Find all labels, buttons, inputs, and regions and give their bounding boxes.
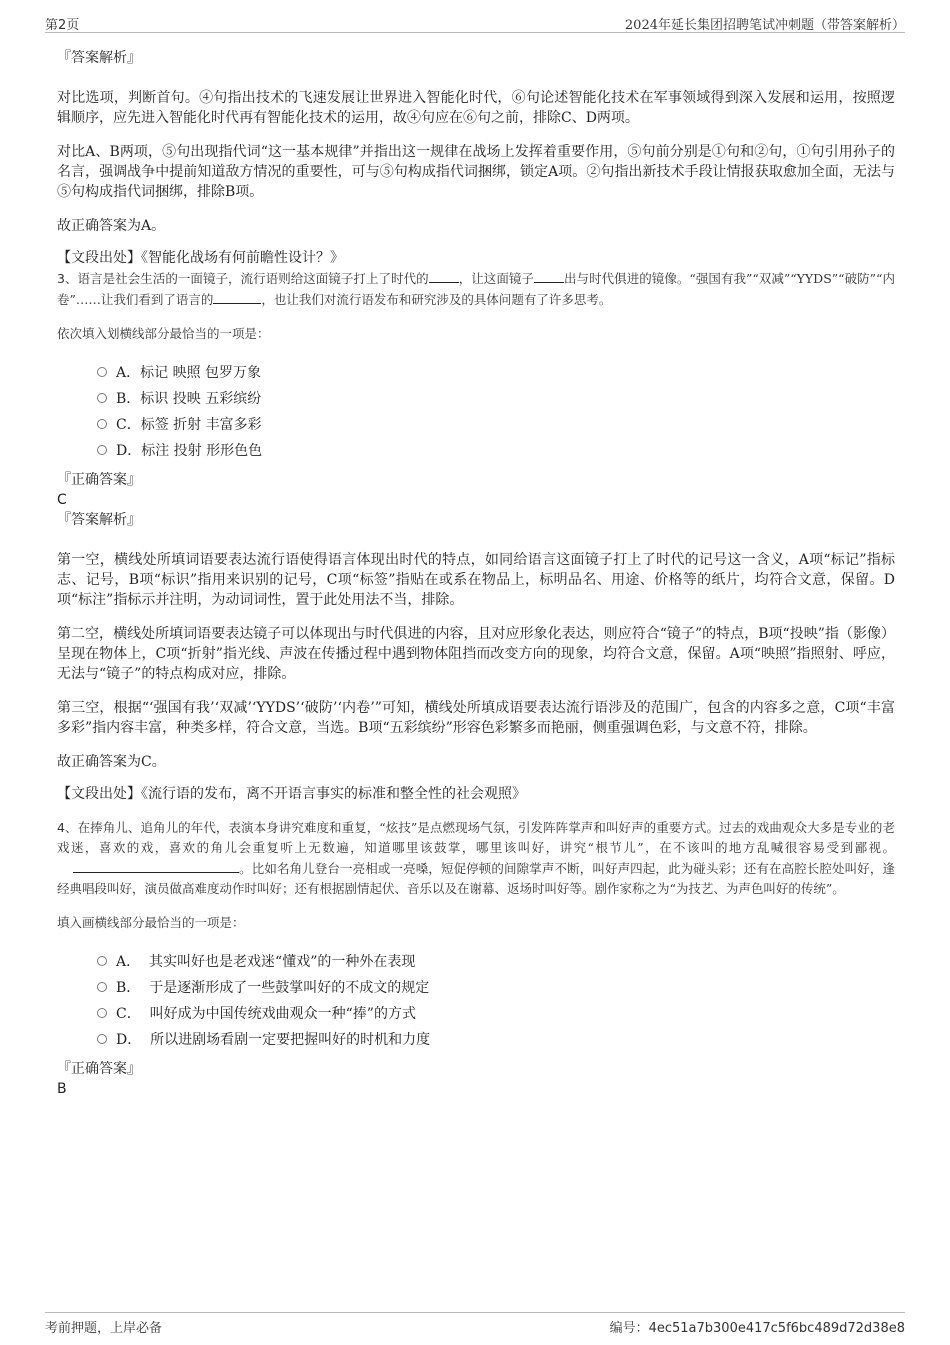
- q3-stem: 3、语言是社会生活的一面镜子，流行语则给这面镜子打上了时代的 ，让这面镜子 出与时代俱进的镜像。“强国有我”“双减”“YYDS”“破防”“内卷”……让我们看到了语言的 ，也让我们对流行语发布和研究涉及的具体问题有了许多思考。: [57, 268, 895, 310]
- q4-number: 4、: [57, 820, 78, 835]
- q3-conclusion: 故正确答案为C。: [57, 754, 166, 770]
- page-footer: [45, 1312, 905, 1338]
- q3-answer: C: [57, 492, 67, 508]
- q3-blank-3: [213, 289, 261, 304]
- radio-icon[interactable]: [97, 982, 107, 992]
- q3-analysis-paragraph-3: 第三空，根据“‘强国有我’‘双减’‘YYDS’‘破防’‘内卷’”可知，横线处所填成语要表达流行语涉及的范围广，包含的内容多之意，C项“丰富多彩”指内容丰富，种类多样，符合文意，当选。B项“五彩缤纷”形容色彩繁多而艳丽，侧重强调色彩，与文意不符，排除。: [57, 700, 895, 736]
- q4-stem: 4、在捧角儿、追角儿的年代，表演本身讲究难度和重复，“炫技”是点燃现场气氛，引发阵阵掌声和叫好声的重要方式。过去的戏曲观众大多是专业的老戏迷，喜欢的戏，喜欢的角儿会重复听上无数遍，知道哪里该鼓掌，哪里该叫好，讲究“根节儿”，在不该叫的地方乱喊很容易受到鄙视。。比如名角儿登台一亮相或一亮嗓，短促停顿的间隙掌声不断，叫好声四起，此为碰头彩；还有在高腔长腔处叫好，逢经典唱段叫好，演员做高难度动作时叫好；还有根据剧情起伏、音乐以及在谢幕、返场时叫好等。剧作家称之为“为技艺、为声色叫好的传统”。: [57, 820, 896, 896]
- footer-code-value: 4ec51a7b300e417c5f6bc489d72d38e8: [648, 1321, 905, 1336]
- document-title: 2024年延长集团招聘笔试冲刺题（带答案解析）: [624, 18, 905, 33]
- q3-source: 【文段出处】《流行语的发布，离不开语言事实的标准和整全性的社会观照》: [57, 786, 526, 802]
- q3-answer-heading: 『正确答案』: [57, 472, 141, 488]
- q3-option-d[interactable]: D．标注 投射 形形色色: [97, 438, 895, 464]
- q4-option-a[interactable]: A． 其实叫好也是老戏迷“懂戏”的一种外在表现: [97, 949, 895, 975]
- q3-option-b[interactable]: B．标识 投映 五彩缤纷: [97, 386, 895, 412]
- radio-icon[interactable]: [97, 1008, 107, 1018]
- radio-icon[interactable]: [97, 445, 107, 455]
- q2-analysis-paragraph-1: 对比选项，判断首句。④句指出技术的飞速发展让世界进入智能化时代，⑥句论述智能化技术在军事领域得到深入发展和运用，按照逻辑顺序，应先进入智能化时代再有智能化技术的运用，故④句应在⑥句之前，排除C、D两项。: [57, 90, 895, 126]
- q2-analysis-heading: 『答案解析』: [57, 50, 141, 66]
- page-number: 第2页: [45, 18, 80, 33]
- q3-number: 3、: [57, 271, 78, 286]
- q4-options: [97, 949, 895, 1053]
- q4-instruction: 填入画横线部分最恰当的一项是：: [57, 915, 245, 930]
- q4-blank: [73, 858, 239, 873]
- q4-option-c[interactable]: C． 叫好成为中国传统戏曲观众一种“捧”的方式: [97, 1001, 895, 1027]
- q3-analysis-heading: 『答案解析』: [57, 512, 141, 528]
- radio-icon[interactable]: [97, 393, 107, 403]
- footer-slogan: 考前押题，上岸必备: [45, 1321, 163, 1336]
- q3-instruction: 依次填入划横线部分最恰当的一项是：: [57, 326, 270, 341]
- q4-answer-heading: 『正确答案』: [57, 1061, 141, 1077]
- radio-icon[interactable]: [97, 956, 107, 966]
- q3-option-c[interactable]: C．标签 折射 丰富多彩: [97, 412, 895, 438]
- q2-analysis-paragraph-2: 对比A、B两项，⑤句出现指代词“这一基本规律”并指出这一规律在战场上发挥着重要作用，⑤句前分别是①句和②句，①句引用孙子的名言，强调战争中提前知道敌方情况的重要性，可与⑤句构成指代词捆绑，锁定A项。②句指出新技术手段让情报获取愈加全面，无法与⑤句构成指代词捆绑，排除B项。: [57, 144, 895, 200]
- q4-option-d[interactable]: D． 所以进剧场看剧一定要把握叫好的时机和力度: [97, 1027, 895, 1053]
- q4-option-b[interactable]: B． 于是逐渐形成了一些鼓掌叫好的不成文的规定: [97, 975, 895, 1001]
- radio-icon[interactable]: [97, 1034, 107, 1044]
- page-header: [45, 10, 905, 33]
- q2-conclusion: 故正确答案为A。: [57, 218, 166, 234]
- q3-blank-1: [429, 268, 459, 283]
- q3-options: [97, 360, 895, 464]
- q3-option-a[interactable]: A．标记 映照 包罗万象: [97, 360, 895, 386]
- radio-icon[interactable]: [97, 419, 107, 429]
- footer-code-label: 编号：: [609, 1321, 649, 1336]
- q3-analysis-paragraph-2: 第二空，横线处所填词语要表达镜子可以体现出与时代俱进的内容，且对应形象化表达，则应符合“镜子”的特点，B项“投映”指（影像）呈现在物体上，C项“折射”指光线、声波在传播过程中遇到物体阻挡而改变方向的现象，均符合文意，保留。A项“映照”指照射、呼应，无法与“镜子”的特点构成对应，排除。: [57, 626, 895, 682]
- q3-blank-2: [534, 268, 564, 283]
- footer-code: [610, 1317, 905, 1336]
- q2-source: 【文段出处】《智能化战场有何前瞻性设计？》: [57, 250, 344, 266]
- radio-icon[interactable]: [97, 367, 107, 377]
- q3-analysis-paragraph-1: 第一空，横线处所填词语要表达流行语使得语言体现出时代的特点，如同给语言这面镜子打上了时代的记号这一含义，A项“标记”指标志、记号，B项“标识”指用来识别的记号，C项“标签”指贴在或系在物品上，标明品名、用途、价格等的纸片，均符合文意，保留。D项“标注”指标示并注明，为动词词性，置于此处用法不当，排除。: [57, 552, 895, 608]
- page-content: [57, 42, 895, 1099]
- q4-answer: B: [57, 1081, 67, 1097]
